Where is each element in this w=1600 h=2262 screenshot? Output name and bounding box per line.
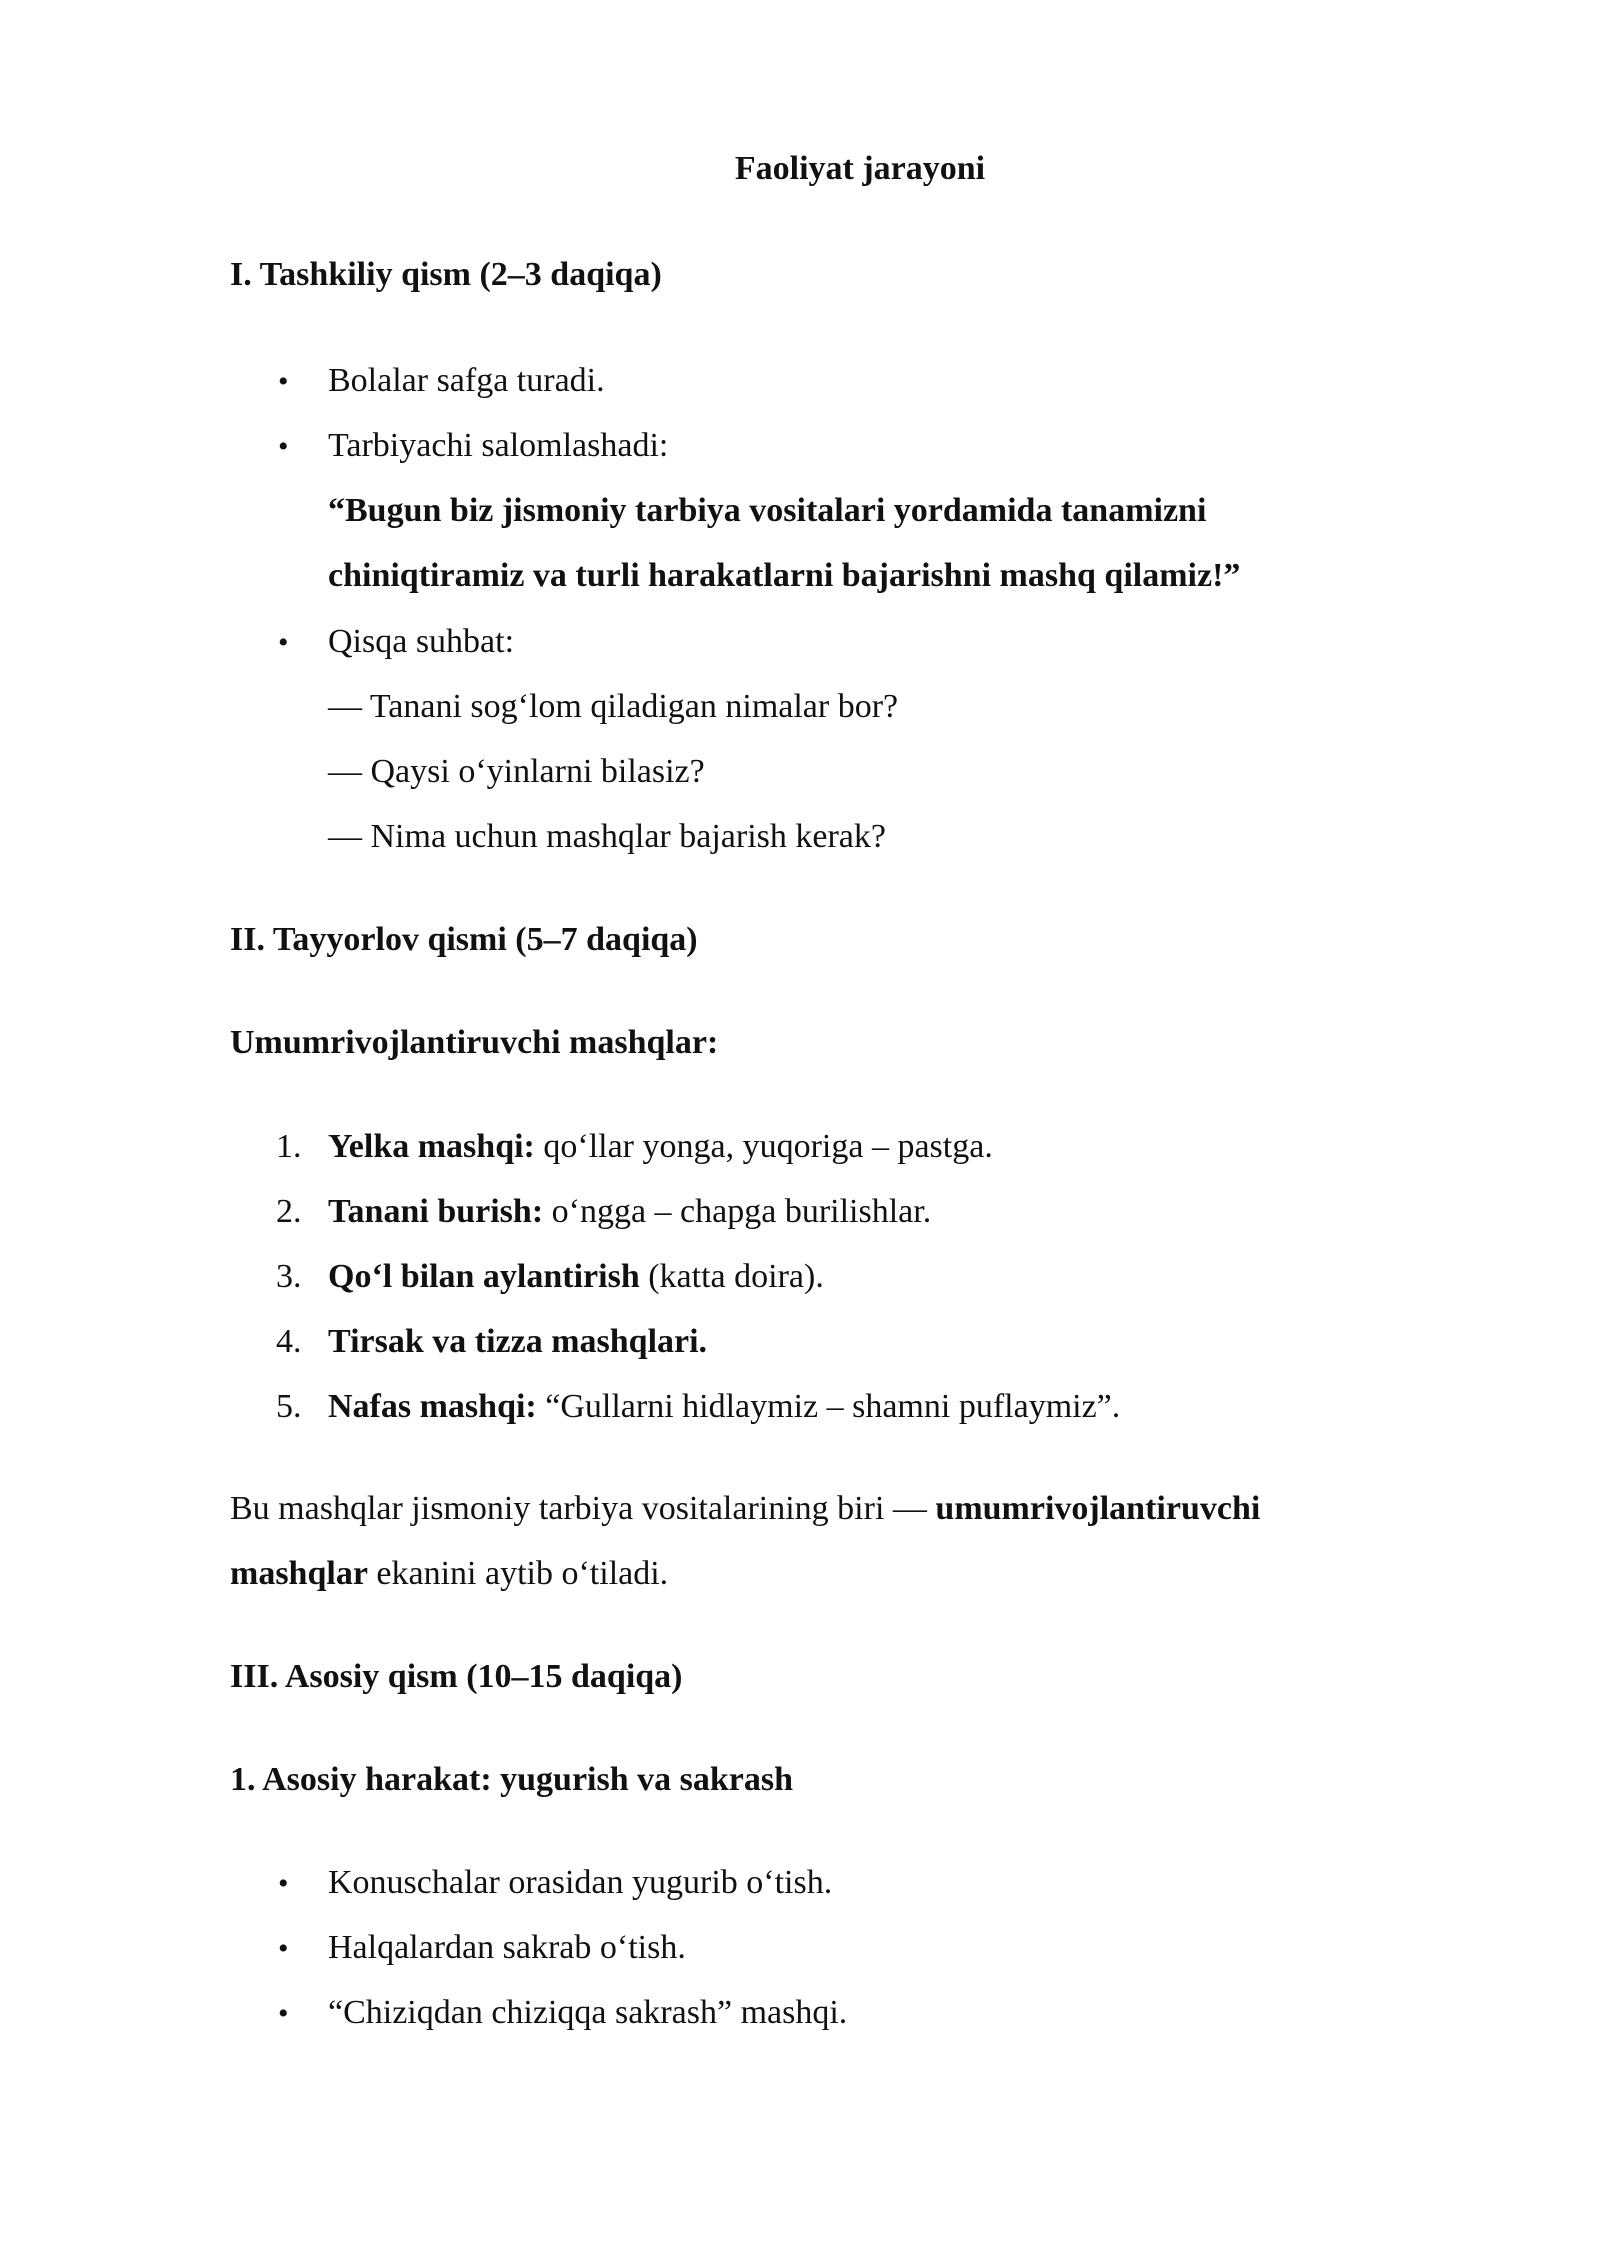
quote-line: “Bugun biz jismoniy tarbiya vositalari yordamida tanamizni — [328, 492, 1207, 529]
list-item: Qisqa suhbat: — [328, 623, 515, 660]
exercise-description: (katta doira). — [639, 1258, 824, 1295]
paragraph-line — [230, 1492, 1260, 1526]
exercise-name: Yelka mashqi: — [328, 1128, 535, 1165]
list-item — [328, 1325, 707, 1359]
question-line: — Nima uchun mashqlar bajarish kerak? — [328, 818, 886, 855]
bullet-icon: • — [278, 1867, 289, 1900]
section-heading: II. Tayyorlov qismi (5–7 daqiqa) — [230, 921, 698, 958]
list-item — [328, 1130, 993, 1164]
question-line: — Tanani sog‘lom qiladigan nimalar bor? — [328, 688, 899, 725]
bullet-icon: • — [278, 626, 289, 659]
bullet-icon: • — [278, 1997, 289, 2030]
subsection-heading: 1. Asosiy harakat: yugurish va sakrash — [230, 1761, 794, 1798]
list-item: Bolalar safga turadi. — [328, 362, 605, 399]
bullet-icon: • — [278, 430, 289, 463]
list-item: Tarbiyachi salomlashadi: — [328, 427, 669, 464]
exercise-name: Qo‘l bilan aylantirish — [328, 1258, 640, 1295]
list-item: “Chiziqdan chiziqqa sakrash” mashqi. — [328, 1994, 848, 2031]
exercise-name: Nafas mashqi: — [328, 1388, 537, 1425]
paragraph-text: Bu mashqlar jismoniy tarbiya vositalarining biri — — [230, 1490, 936, 1527]
section-heading: I. Tashkiliy qism (2–3 daqiqa) — [230, 256, 662, 293]
list-item: Konuschalar orasidan yugurib o‘tish. — [328, 1864, 833, 1901]
quote-line: chiniqtiramiz va turli harakatlarni bajarishni mashq qilamiz!” — [328, 557, 1241, 594]
exercise-name: Tirsak va tizza mashqlari. — [328, 1323, 708, 1360]
paragraph-emphasis: mashqlar — [230, 1555, 368, 1592]
paragraph-text: ekanini aytib o‘tiladi. — [367, 1555, 669, 1592]
bullet-icon: • — [278, 365, 289, 398]
list-item — [328, 1390, 1120, 1424]
bullet-icon: • — [278, 1932, 289, 1965]
list-item — [328, 1195, 931, 1229]
exercise-description: o‘ngga – chapga burilishlar. — [543, 1193, 932, 1230]
list-number: 1. — [276, 1128, 302, 1165]
paragraph-emphasis: umumrivojlantiruvchi — [935, 1490, 1261, 1527]
question-line: — Qaysi o‘yinlarni bilasiz? — [328, 753, 705, 790]
exercise-description: “Gullarni hidlaymiz – shamni puflaymiz”. — [536, 1388, 1121, 1425]
exercise-name: Tanani burish: — [328, 1193, 544, 1230]
section-heading: III. Asosiy qism (10–15 daqiqa) — [230, 1658, 683, 1695]
list-number: 5. — [276, 1388, 302, 1425]
paragraph-line — [230, 1557, 668, 1591]
list-number: 4. — [276, 1323, 302, 1360]
page-title: Faoliyat jarayoni — [734, 150, 986, 187]
subsection-heading: Umumrivojlantiruvchi mashqlar: — [230, 1024, 719, 1061]
list-number: 3. — [276, 1258, 302, 1295]
list-item — [328, 1260, 824, 1294]
list-item: Halqalardan sakrab o‘tish. — [328, 1929, 686, 1966]
exercise-description: qo‘llar yonga, yuqoriga – pastga. — [534, 1128, 993, 1165]
list-number: 2. — [276, 1193, 302, 1230]
